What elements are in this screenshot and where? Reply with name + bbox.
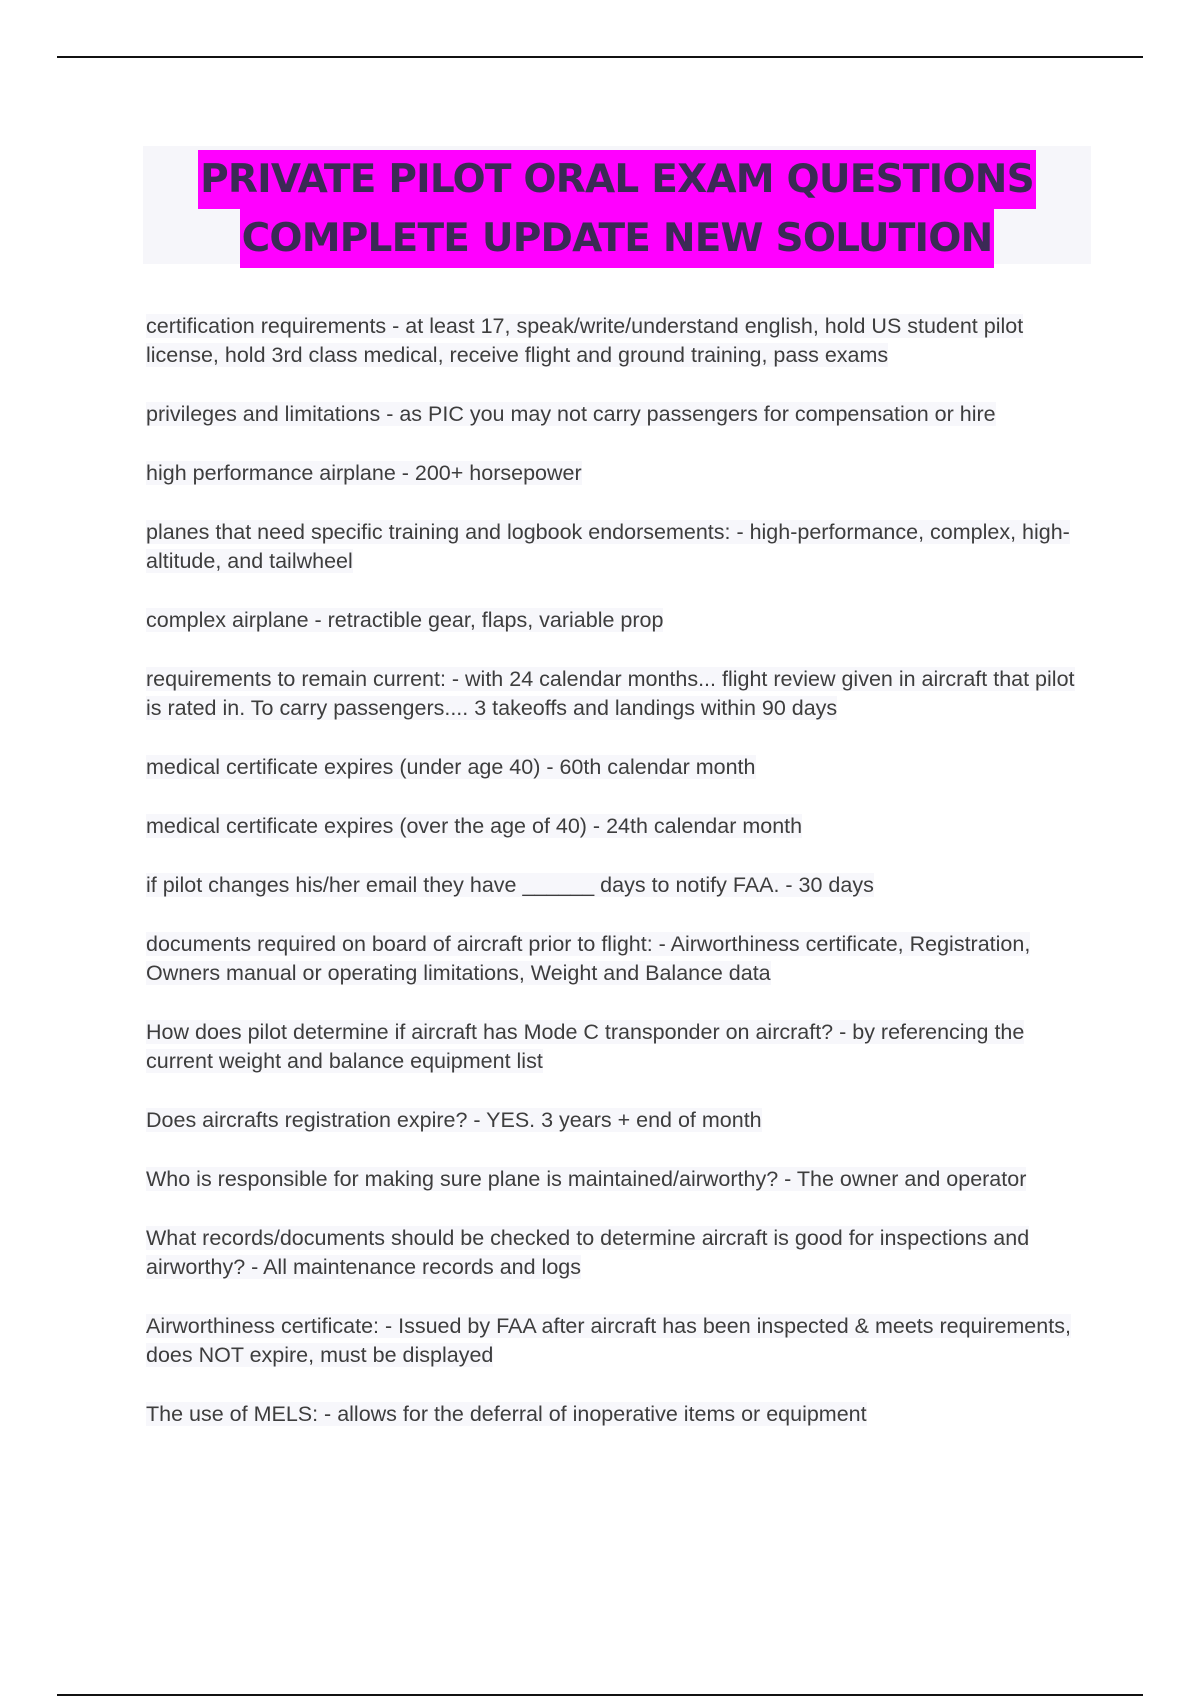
qa-text: medical certificate expires (over the age of 40) - 24th calendar month xyxy=(146,814,803,838)
qa-list xyxy=(146,312,1086,1459)
qa-text: high performance airplane - 200+ horsepower xyxy=(146,461,582,485)
qa-text: complex airplane - retractible gear, flaps, variable prop xyxy=(146,608,664,632)
qa-text: documents required on board of aircraft prior to flight: - Airworthiness certificate, Registration, Owners manual or operating limitations, Weight and Balance data xyxy=(146,932,1031,985)
qa-item xyxy=(146,1312,1086,1370)
qa-item xyxy=(146,753,1086,782)
qa-text: privileges and limitations - as PIC you may not carry passengers for compensation or hire xyxy=(146,402,996,426)
qa-item xyxy=(146,312,1086,370)
qa-text: requirements to remain current: - with 24 calendar months... flight review given in aircraft that pilot is rated in. To carry passengers.... 3 takeoffs and landings within 90 days xyxy=(146,667,1075,720)
qa-text: medical certificate expires (under age 40) - 60th calendar month xyxy=(146,755,756,779)
qa-item xyxy=(146,1018,1086,1076)
qa-item xyxy=(146,1106,1086,1135)
qa-item xyxy=(146,930,1086,988)
qa-item xyxy=(146,871,1086,900)
qa-item xyxy=(146,1165,1086,1194)
qa-text: certification requirements - at least 17, speak/write/understand english, hold US student pilot license, hold 3rd class medical, receive flight and ground training, pass exams xyxy=(146,314,1024,367)
qa-text: Who is responsible for making sure plane is maintained/airworthy? - The owner and operator xyxy=(146,1167,1027,1191)
qa-item xyxy=(146,459,1086,488)
qa-item xyxy=(146,606,1086,635)
qa-item xyxy=(146,1224,1086,1282)
bottom-divider xyxy=(57,1694,1143,1696)
qa-item xyxy=(146,400,1086,429)
qa-text: Does aircrafts registration expire? - YES. 3 years + end of month xyxy=(146,1108,762,1132)
title-line-2: COMPLETE UPDATE NEW SOLUTION xyxy=(240,209,995,268)
qa-text: The use of MELS: - allows for the deferral of inoperative items or equipment xyxy=(146,1402,867,1426)
qa-text: How does pilot determine if aircraft has Mode C transponder on aircraft? - by referencing the current weight and balance equipment list xyxy=(146,1020,1025,1073)
qa-text: What records/documents should be checked to determine aircraft is good for inspections and airworthy? - All maintenance records and logs xyxy=(146,1226,1030,1279)
qa-text: planes that need specific training and logbook endorsements: - high-performance, complex, high-altitude, and tailwheel xyxy=(146,520,1070,573)
qa-text: if pilot changes his/her email they have ______ days to notify FAA. - 30 days xyxy=(146,873,874,897)
qa-item xyxy=(146,1400,1086,1429)
qa-item xyxy=(146,518,1086,576)
qa-item xyxy=(146,665,1086,723)
top-divider xyxy=(57,56,1143,58)
title-line-1: PRIVATE PILOT ORAL EXAM QUESTIONS xyxy=(198,150,1036,209)
document-title xyxy=(143,146,1091,264)
qa-text: Airworthiness certificate: - Issued by FAA after aircraft has been inspected & meets requirements, does NOT expire, must be displayed xyxy=(146,1314,1071,1367)
qa-item xyxy=(146,812,1086,841)
